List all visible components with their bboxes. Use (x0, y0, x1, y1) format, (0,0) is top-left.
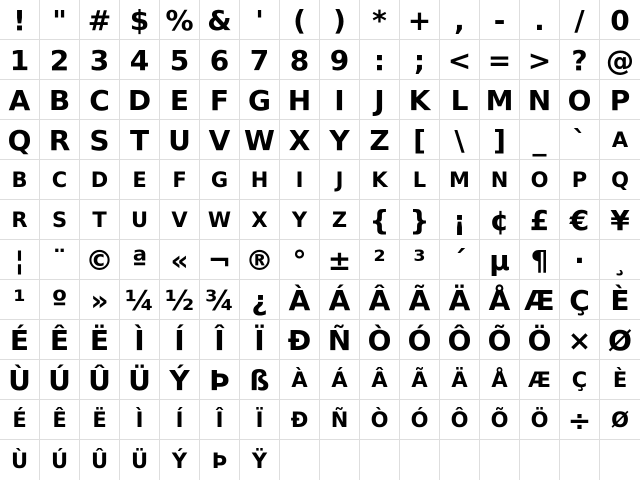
glyph-cell: Ÿ (240, 440, 280, 480)
glyph-cell: } (400, 200, 440, 240)
glyph-cell: O (520, 160, 560, 200)
glyph-cell: - (480, 0, 520, 40)
glyph-cell: Ö (520, 320, 560, 360)
glyph-cell: Ø (600, 400, 640, 440)
glyph-cell: Ë (80, 400, 120, 440)
glyph-cell: 4 (120, 40, 160, 80)
glyph-cell: ¹ (0, 280, 40, 320)
glyph-cell: 1 (0, 40, 40, 80)
glyph-cell: Ê (40, 320, 80, 360)
glyph-cell: Õ (480, 320, 520, 360)
glyph-cell: \ (440, 120, 480, 160)
glyph-cell: Ä (440, 280, 480, 320)
glyph-cell: T (120, 120, 160, 160)
glyph-cell: Í (160, 400, 200, 440)
glyph-cell: Ô (440, 320, 480, 360)
glyph-cell: S (40, 200, 80, 240)
glyph-cell: × (560, 320, 600, 360)
glyph-cell: ) (320, 0, 360, 40)
glyph-cell: 6 (200, 40, 240, 80)
glyph-cell: ' (240, 0, 280, 40)
glyph-cell: ! (0, 0, 40, 40)
glyph-cell: ß (240, 360, 280, 400)
glyph-cell: # (80, 0, 120, 40)
glyph-cell: ? (560, 40, 600, 80)
glyph-cell: L (400, 160, 440, 200)
glyph-cell: Á (320, 280, 360, 320)
glyph-cell: Ú (40, 440, 80, 480)
glyph-cell: " (40, 0, 80, 40)
glyph-cell: € (560, 200, 600, 240)
glyph-cell: * (360, 0, 400, 40)
glyph-cell: 8 (280, 40, 320, 80)
empty-cell (520, 440, 560, 480)
glyph-cell: G (200, 160, 240, 200)
glyph-cell: A (600, 120, 640, 160)
glyph-cell: Ç (560, 280, 600, 320)
glyph-cell: . (520, 0, 560, 40)
glyph-cell: Ã (400, 280, 440, 320)
glyph-cell: ¿ (240, 280, 280, 320)
glyph-cell: $ (120, 0, 160, 40)
glyph-cell: Õ (480, 400, 520, 440)
glyph-cell: Ó (400, 400, 440, 440)
glyph-cell: Ô (440, 400, 480, 440)
glyph-cell: ( (280, 0, 320, 40)
glyph-cell: Ì (120, 400, 160, 440)
glyph-cell: Y (320, 120, 360, 160)
glyph-cell: J (360, 80, 400, 120)
glyph-cell: M (480, 80, 520, 120)
empty-cell (600, 440, 640, 480)
glyph-cell: M (440, 160, 480, 200)
glyph-cell: £ (520, 200, 560, 240)
glyph-cell: 3 (80, 40, 120, 80)
glyph-cell: U (120, 200, 160, 240)
glyph-cell: X (280, 120, 320, 160)
glyph-cell: 2 (40, 40, 80, 80)
glyph-cell: Æ (520, 280, 560, 320)
glyph-cell: ³ (400, 240, 440, 280)
glyph-cell: ¶ (520, 240, 560, 280)
glyph-row (0, 400, 640, 440)
glyph-cell: @ (600, 40, 640, 80)
glyph-cell: Ü (120, 360, 160, 400)
glyph-cell: P (600, 80, 640, 120)
glyph-cell: ] (480, 120, 520, 160)
glyph-cell: ² (360, 240, 400, 280)
glyph-cell: D (120, 80, 160, 120)
glyph-cell: Â (360, 280, 400, 320)
glyph-cell: È (600, 280, 640, 320)
empty-cell (280, 440, 320, 480)
glyph-cell: ¢ (480, 200, 520, 240)
glyph-row (0, 40, 640, 80)
glyph-cell: Ù (0, 360, 40, 400)
glyph-cell: W (240, 120, 280, 160)
glyph-cell: B (40, 80, 80, 120)
glyph-cell: É (0, 400, 40, 440)
glyph-cell: Î (200, 320, 240, 360)
glyph-cell: H (240, 160, 280, 200)
glyph-cell: Å (480, 360, 520, 400)
empty-cell (440, 440, 480, 480)
glyph-cell: Ë (80, 320, 120, 360)
glyph-cell: 9 (320, 40, 360, 80)
glyph-cell: Ù (0, 440, 40, 480)
glyph-cell: C (80, 80, 120, 120)
glyph-cell: % (160, 0, 200, 40)
glyph-cell: Å (480, 280, 520, 320)
glyph-cell: O (560, 80, 600, 120)
glyph-cell: Ú (40, 360, 80, 400)
glyph-cell: N (480, 160, 520, 200)
glyph-row (0, 200, 640, 240)
glyph-cell: Q (600, 160, 640, 200)
glyph-row (0, 120, 640, 160)
glyph-cell: I (280, 160, 320, 200)
glyph-cell: B (0, 160, 40, 200)
glyph-cell: L (440, 80, 480, 120)
glyph-cell: 5 (160, 40, 200, 80)
glyph-cell: Ü (120, 440, 160, 480)
glyph-cell: Ð (280, 320, 320, 360)
glyph-cell: { (360, 200, 400, 240)
glyph-cell: ´ (440, 240, 480, 280)
glyph-cell: R (0, 200, 40, 240)
glyph-cell: É (0, 320, 40, 360)
glyph-cell: Í (160, 320, 200, 360)
glyph-cell: X (240, 200, 280, 240)
glyph-cell: ¬ (200, 240, 240, 280)
glyph-cell: : (360, 40, 400, 80)
glyph-cell: Z (360, 120, 400, 160)
glyph-cell: ½ (160, 280, 200, 320)
glyph-cell: Y (280, 200, 320, 240)
glyph-cell: Á (320, 360, 360, 400)
glyph-cell: H (280, 80, 320, 120)
glyph-cell: , (440, 0, 480, 40)
glyph-cell: < (440, 40, 480, 80)
glyph-cell: À (280, 360, 320, 400)
glyph-cell: · (560, 240, 600, 280)
glyph-cell: Ï (240, 400, 280, 440)
glyph-row (0, 280, 640, 320)
glyph-cell: _ (520, 120, 560, 160)
glyph-cell: © (80, 240, 120, 280)
glyph-cell: Ï (240, 320, 280, 360)
glyph-row (0, 360, 640, 400)
glyph-cell: Ö (520, 400, 560, 440)
glyph-cell: C (40, 160, 80, 200)
glyph-cell: ¡ (440, 200, 480, 240)
glyph-cell: Þ (200, 360, 240, 400)
glyph-cell: + (400, 0, 440, 40)
glyph-cell: W (200, 200, 240, 240)
glyph-cell: ; (400, 40, 440, 80)
glyph-cell: Ä (440, 360, 480, 400)
glyph-cell: ® (240, 240, 280, 280)
glyph-cell: S (80, 120, 120, 160)
glyph-cell: Ê (40, 400, 80, 440)
empty-cell (320, 440, 360, 480)
glyph-cell: Ý (160, 360, 200, 400)
glyph-cell: U (160, 120, 200, 160)
glyph-row (0, 0, 640, 40)
glyph-cell: Ñ (320, 400, 360, 440)
glyph-cell: G (240, 80, 280, 120)
glyph-cell: « (160, 240, 200, 280)
empty-cell (480, 440, 520, 480)
glyph-cell: ¦ (0, 240, 40, 280)
glyph-cell: Q (0, 120, 40, 160)
empty-cell (360, 440, 400, 480)
glyph-cell: = (480, 40, 520, 80)
glyph-cell: 7 (240, 40, 280, 80)
glyph-row (0, 160, 640, 200)
glyph-cell: Î (200, 400, 240, 440)
glyph-cell: R (40, 120, 80, 160)
glyph-cell: T (80, 200, 120, 240)
glyph-cell: » (80, 280, 120, 320)
glyph-cell: N (520, 80, 560, 120)
glyph-row (0, 80, 640, 120)
glyph-cell: ª (120, 240, 160, 280)
glyph-cell: ¥ (600, 200, 640, 240)
glyph-cell: P (560, 160, 600, 200)
glyph-cell: V (160, 200, 200, 240)
glyph-cell: Ñ (320, 320, 360, 360)
glyph-cell: I (320, 80, 360, 120)
glyph-cell: Ç (560, 360, 600, 400)
glyph-cell: Æ (520, 360, 560, 400)
glyph-cell: & (200, 0, 240, 40)
glyph-cell: Â (360, 360, 400, 400)
empty-cell (400, 440, 440, 480)
glyph-cell: F (160, 160, 200, 200)
glyph-cell: K (360, 160, 400, 200)
glyph-row (0, 320, 640, 360)
glyph-cell: Þ (200, 440, 240, 480)
glyph-cell: È (600, 360, 640, 400)
glyph-cell: E (120, 160, 160, 200)
glyph-cell: µ (480, 240, 520, 280)
glyph-cell: 0 (600, 0, 640, 40)
empty-cell (560, 440, 600, 480)
glyph-cell: F (200, 80, 240, 120)
glyph-cell: ¨ (40, 240, 80, 280)
glyph-row (0, 440, 640, 480)
glyph-cell: / (560, 0, 600, 40)
glyph-cell: Û (80, 360, 120, 400)
glyph-cell: ¸ (600, 240, 640, 280)
glyph-cell: ° (280, 240, 320, 280)
glyph-cell: Ý (160, 440, 200, 480)
glyph-cell: Ã (400, 360, 440, 400)
glyph-cell: ` (560, 120, 600, 160)
glyph-cell: Û (80, 440, 120, 480)
glyph-row (0, 240, 640, 280)
glyph-cell: V (200, 120, 240, 160)
glyph-cell: D (80, 160, 120, 200)
glyph-cell: Ò (360, 320, 400, 360)
glyph-cell: ¾ (200, 280, 240, 320)
glyph-cell: Z (320, 200, 360, 240)
glyph-cell: Ó (400, 320, 440, 360)
glyph-cell: J (320, 160, 360, 200)
glyph-cell: A (0, 80, 40, 120)
glyph-cell: º (40, 280, 80, 320)
glyph-cell: Ò (360, 400, 400, 440)
glyph-cell: ¼ (120, 280, 160, 320)
glyph-cell: E (160, 80, 200, 120)
glyph-cell: À (280, 280, 320, 320)
glyph-cell: [ (400, 120, 440, 160)
glyph-cell: K (400, 80, 440, 120)
glyph-cell: Ø (600, 320, 640, 360)
glyph-cell: Ì (120, 320, 160, 360)
glyph-cell: ÷ (560, 400, 600, 440)
glyph-cell: > (520, 40, 560, 80)
glyph-cell: ± (320, 240, 360, 280)
glyph-cell: Ð (280, 400, 320, 440)
